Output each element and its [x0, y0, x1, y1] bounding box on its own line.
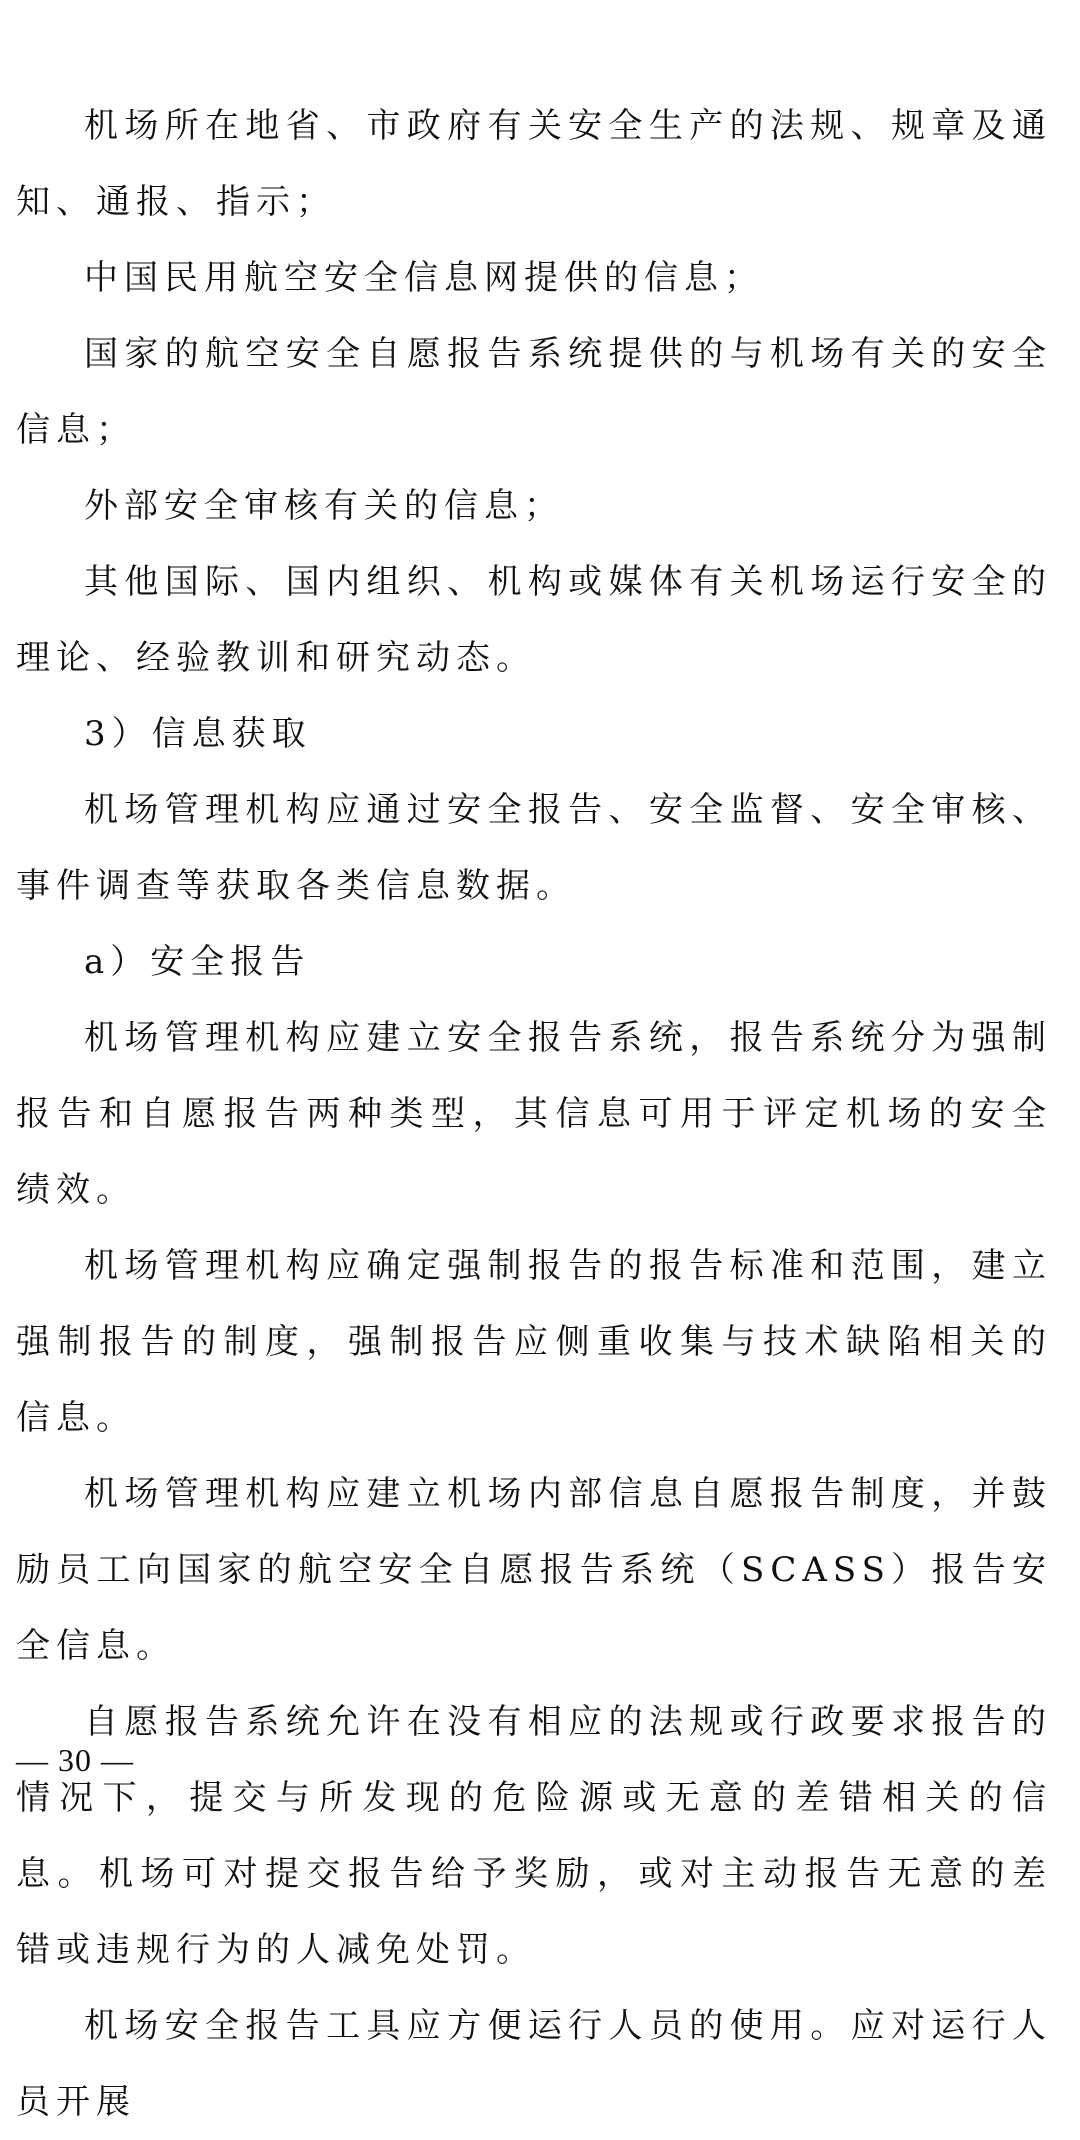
paragraph-other-organizations: 其他国际、国内组织、机构或媒体有关机场运行安全的理论、经验教训和研究动态。	[16, 562, 1052, 678]
body-text	[16, 88, 1052, 2140]
paragraph-reporting-system: 机场管理机构应建立安全报告系统，报告系统分为强制报告和自愿报告两种类型，其信息可用于评定机场的安全绩效。	[16, 1018, 1052, 1210]
section-heading-safety-report: a）安全报告	[84, 942, 311, 982]
paragraph-reporting-tools: 机场安全报告工具应方便运行人员的使用。应对运行人员开展	[16, 2006, 1052, 2122]
page-number: — 30 —	[16, 1742, 134, 1778]
paragraph-voluntary-reporting-info: 国家的航空安全自愿报告系统提供的与机场有关的安全信息；	[16, 334, 1052, 450]
section-heading-info-acquisition: 3）信息获取	[84, 714, 312, 754]
paragraph-safety-info-network: 中国民用航空安全信息网提供的信息；	[84, 258, 764, 298]
paragraph-external-audit-info: 外部安全审核有关的信息；	[84, 486, 564, 526]
paragraph-internal-voluntary-reporting: 机场管理机构应建立机场内部信息自愿报告制度，并鼓励员工向国家的航空安全自愿报告系统（SCASS）报告安全信息。	[16, 1474, 1052, 1666]
paragraph-info-acquisition: 机场管理机构应通过安全报告、安全监督、安全审核、事件调查等获取各类信息数据。	[16, 790, 1052, 906]
paragraph-voluntary-system-details: 自愿报告系统允许在没有相应的法规或行政要求报告的情况下，提交与所发现的危险源或无意的差错相关的信息。机场可对提交报告给予奖励，或对主动报告无意的差错或违规行为的人减免处罚。	[16, 1702, 1052, 1970]
paragraph-provincial-regulations: 机场所在地省、市政府有关安全生产的法规、规章及通知、通报、指示；	[16, 106, 1052, 222]
paragraph-mandatory-reporting: 机场管理机构应确定强制报告的报告标准和范围，建立强制报告的制度，强制报告应侧重收集与技术缺陷相关的信息。	[16, 1246, 1052, 1438]
